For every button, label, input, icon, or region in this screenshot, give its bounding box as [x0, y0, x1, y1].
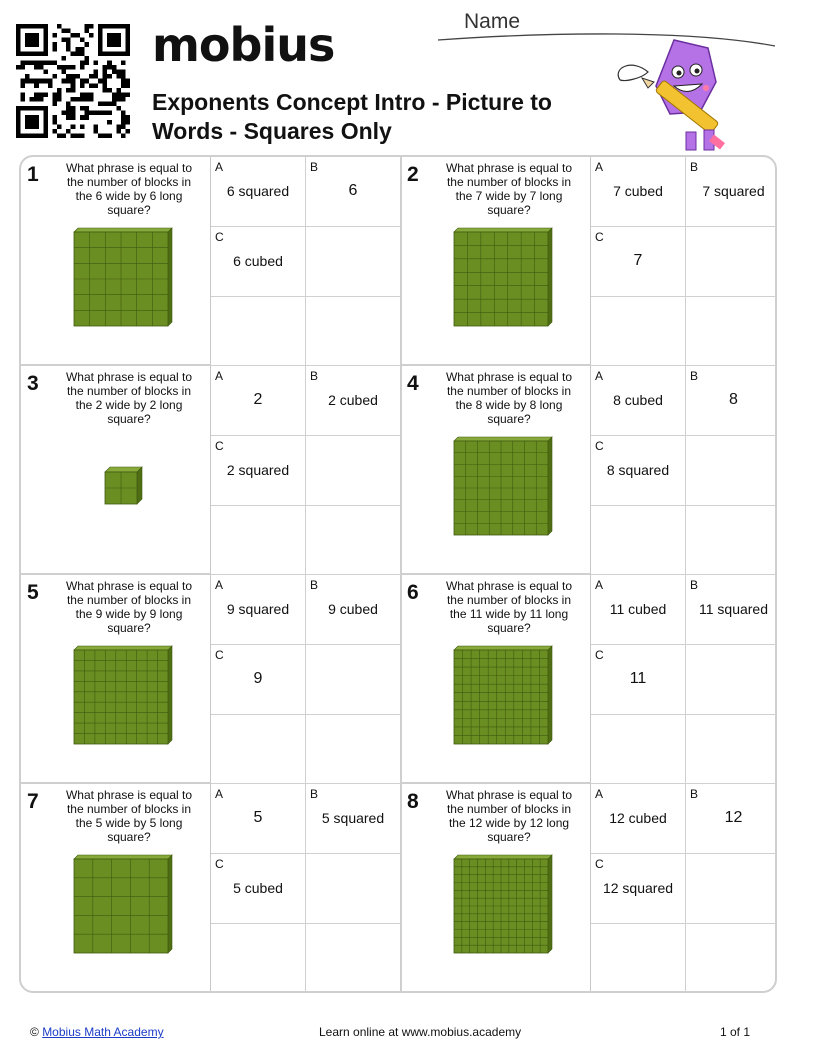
choice-text: 6 [348, 182, 358, 199]
choice-text: 8 [729, 391, 738, 408]
empty-cell [686, 227, 777, 297]
answer-choice-c[interactable] [211, 854, 306, 924]
footer-copyright [30, 1025, 164, 1039]
answer-choice-a[interactable] [591, 575, 686, 645]
problem-number: 4 [407, 372, 419, 395]
choice-text: 11 [629, 670, 647, 687]
choice-letter: B [310, 578, 319, 592]
page-number: 1 of 1 [720, 1025, 751, 1039]
empty-cell [686, 506, 777, 575]
question-text: What phrase is equal to the number of blocks in the 11 wide by 11 long square? [445, 579, 573, 635]
block-square-picture [73, 645, 173, 745]
answer-choice-b[interactable] [686, 157, 777, 227]
choice-text: 2 squared [226, 462, 290, 478]
choice-letter: C [215, 648, 224, 662]
problem-1 [21, 157, 400, 366]
problem-8 [401, 784, 777, 993]
choice-letter: B [690, 578, 699, 592]
question-cell [401, 157, 591, 366]
answer-choice-c[interactable] [591, 854, 686, 924]
question-text: What phrase is equal to the number of blocks in the 8 wide by 8 long square? [445, 370, 573, 426]
choice-text: 12 cubed [609, 810, 667, 826]
empty-cell [306, 506, 401, 575]
empty-cell [591, 506, 686, 575]
choice-letter: A [595, 160, 604, 174]
question-cell [21, 575, 211, 784]
empty-cell [686, 715, 777, 784]
empty-cell [306, 854, 401, 924]
answer-choice-c[interactable] [591, 645, 686, 715]
block-square-picture [453, 227, 553, 327]
choice-text: 12 squared [602, 880, 674, 896]
problem-4 [401, 366, 777, 575]
empty-cell [306, 227, 401, 297]
choice-text: 11 cubed [609, 601, 667, 617]
choice-letter: C [215, 439, 224, 453]
logo-text: mobius [152, 18, 335, 72]
copyright-symbol: © [30, 1025, 39, 1039]
choice-letter: C [595, 439, 604, 453]
answer-choice-b[interactable] [306, 575, 401, 645]
choice-text: 5 squared [321, 810, 385, 826]
choice-letter: A [595, 578, 604, 592]
question-cell [401, 784, 591, 993]
choice-text: 2 cubed [328, 392, 378, 408]
empty-cell [591, 924, 686, 993]
choice-letter: B [690, 160, 699, 174]
answer-choice-b[interactable] [686, 784, 777, 854]
choice-text: 5 [253, 809, 263, 826]
empty-cell [591, 297, 686, 366]
question-text: What phrase is equal to the number of blocks in the 12 wide by 12 long square? [445, 788, 573, 844]
choice-text: 12 [724, 809, 743, 826]
problem-number: 5 [27, 581, 39, 604]
choice-text: 11 squared [698, 601, 768, 617]
choice-text: 6 cubed [233, 253, 283, 269]
empty-cell [686, 854, 777, 924]
empty-cell [686, 436, 777, 506]
problem-number: 2 [407, 163, 419, 186]
empty-cell [306, 645, 401, 715]
problem-grid [19, 155, 777, 993]
choice-text: 6 squared [226, 183, 290, 199]
choice-letter: A [215, 369, 224, 383]
choice-letter: A [595, 369, 604, 383]
block-square-picture [453, 645, 553, 745]
choice-text: 9 cubed [328, 601, 378, 617]
choice-letter: B [310, 787, 319, 801]
question-text: What phrase is equal to the number of blocks in the 5 wide by 5 long square? [65, 788, 193, 844]
choice-letter: B [690, 369, 699, 383]
question-cell [21, 784, 211, 993]
choice-letter: B [310, 369, 319, 383]
answer-choice-a[interactable] [591, 784, 686, 854]
choice-letter: C [595, 857, 604, 871]
answer-choice-b[interactable] [686, 575, 777, 645]
empty-cell [591, 715, 686, 784]
answer-choice-c[interactable] [211, 227, 306, 297]
choice-text: 7 squared [702, 183, 765, 199]
problem-number: 7 [27, 790, 39, 813]
footer-learn-online: Learn online at www.mobius.academy [319, 1025, 522, 1039]
answer-choice-b[interactable] [306, 784, 401, 854]
choice-letter: C [595, 648, 604, 662]
problem-number: 3 [27, 372, 39, 395]
answer-choice-a[interactable] [211, 157, 306, 227]
choice-text: 9 [253, 670, 263, 687]
choice-letter: B [310, 160, 319, 174]
empty-cell [306, 297, 401, 366]
answer-choice-a[interactable] [591, 366, 686, 436]
empty-cell [686, 924, 777, 993]
choice-letter: C [595, 230, 604, 244]
question-cell [401, 366, 591, 575]
answer-choice-c[interactable] [211, 645, 306, 715]
choice-text: 7 [633, 252, 643, 269]
block-square-picture [453, 436, 553, 536]
page-title: Exponents Concept Intro - Picture to Words - Squares Only [152, 89, 552, 144]
question-text: What phrase is equal to the number of blocks in the 9 wide by 9 long square? [65, 579, 193, 635]
mobius-academy-link[interactable]: Mobius Math Academy [42, 1025, 164, 1039]
answer-choice-a[interactable] [211, 366, 306, 436]
empty-cell [306, 924, 401, 993]
block-square-picture [73, 227, 173, 327]
choice-letter: C [215, 857, 224, 871]
choice-letter: A [215, 578, 224, 592]
choice-text: 9 squared [226, 601, 290, 617]
choice-letter: A [215, 787, 224, 801]
empty-cell [686, 297, 777, 366]
answer-choice-a[interactable] [591, 157, 686, 227]
qr-code-icon [16, 24, 130, 138]
empty-cell [211, 715, 306, 784]
block-square-picture [104, 466, 143, 505]
choice-letter: A [595, 787, 604, 801]
choice-letter: A [215, 160, 224, 174]
answer-choice-c[interactable] [211, 436, 306, 506]
empty-cell [211, 924, 306, 993]
answer-choice-b[interactable] [306, 157, 401, 227]
question-text: What phrase is equal to the number of blocks in the 6 wide by 6 long square? [65, 161, 193, 217]
choice-text: 5 cubed [233, 880, 283, 896]
problem-number: 6 [407, 581, 419, 604]
question-cell [401, 575, 591, 784]
question-text: What phrase is equal to the number of blocks in the 7 wide by 7 long square? [445, 161, 573, 217]
choice-text: 2 [253, 391, 263, 408]
answer-choice-b[interactable] [306, 366, 401, 436]
choice-text: 8 squared [606, 462, 670, 478]
empty-cell [211, 506, 306, 575]
problem-5 [21, 575, 400, 784]
problem-7 [21, 784, 400, 993]
answer-choice-c[interactable] [591, 227, 686, 297]
name-label: Name [464, 10, 521, 33]
choice-text: 7 cubed [613, 183, 663, 199]
answer-choice-b[interactable] [686, 366, 777, 436]
column-divider [400, 157, 402, 993]
choice-text: 8 cubed [613, 392, 663, 408]
problem-3 [21, 366, 400, 575]
answer-choice-a[interactable] [211, 784, 306, 854]
block-square-picture [453, 854, 553, 954]
answer-choice-a[interactable] [211, 575, 306, 645]
empty-cell [686, 645, 777, 715]
problem-number: 8 [407, 790, 419, 813]
mobius-logo [152, 18, 335, 72]
problem-2 [401, 157, 777, 366]
answer-choice-c[interactable] [591, 436, 686, 506]
problem-number: 1 [27, 163, 39, 186]
choice-letter: C [215, 230, 224, 244]
empty-cell [306, 715, 401, 784]
empty-cell [306, 436, 401, 506]
mascot-icon [612, 38, 772, 156]
problem-6 [401, 575, 777, 784]
empty-cell [211, 297, 306, 366]
question-cell [21, 366, 211, 575]
question-cell [21, 157, 211, 366]
choice-letter: B [690, 787, 699, 801]
question-text: What phrase is equal to the number of blocks in the 2 wide by 2 long square? [65, 370, 193, 426]
block-square-picture [73, 854, 173, 954]
